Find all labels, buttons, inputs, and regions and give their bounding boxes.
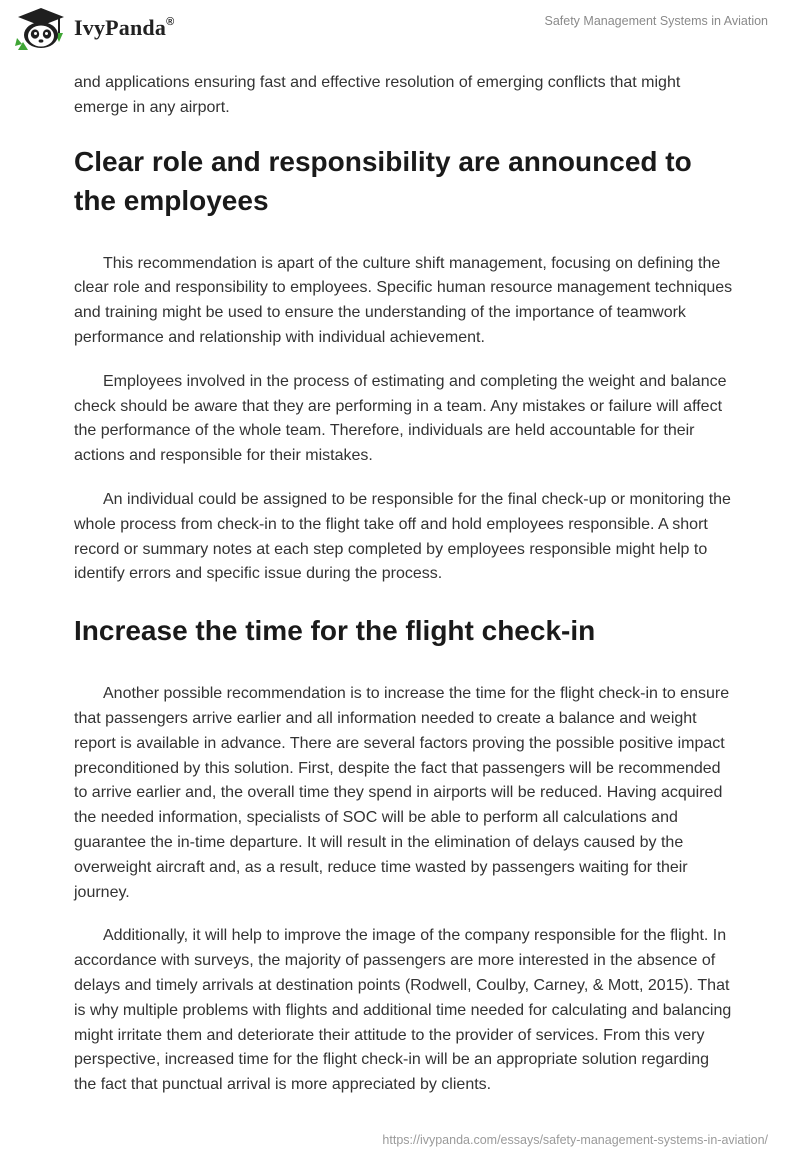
paragraph: This recommendation is apart of the culture shift management, focusing on defining the clear role and responsibility to employees. Specific human resource management techniques and training might be used to ensure the understanding of the importance of teamwork performance and relationship with individual achievement. [74, 254, 733, 346]
panda-logo-icon [14, 6, 68, 50]
registered-mark: ® [166, 15, 175, 28]
section-heading-roles: Clear role and responsibility are announced to the employees [74, 145, 692, 216]
paragraph: Employees involved in the process of estimating and completing the weight and balance check should be aware that they are performing in a team. Any mistakes or failure will affect the performance of the whole team. Therefore, individuals are held accountable for their actions and responsible for their mistakes. [74, 372, 727, 465]
paragraph: Another possible recommendation is to increase the time for the flight check-in to ensure that passengers arrive earlier and all information needed to create a balance and weight report is available in advance. There are several factors proving the possible positive impact preconditioned by this solution. First, despite the fact that passengers will be recommended to arrive earlier and, the overall time they spend in airports will be reduced. Having acquired the needed information, specialists of SOC will be able to perform all calculations and guarantee the in-time departure. It will result in the elimination of delays caused by the overweight aircraft and, as a result, reduce time wasted by passengers waiting for their journey. [74, 685, 730, 901]
brand-logo[interactable] [14, 6, 174, 50]
intro-paragraph: and applications ensuring fast and effective resolution of emerging conflicts that might emerge in any airport. [74, 74, 681, 116]
brand-name [74, 15, 174, 41]
article-body [74, 71, 734, 1098]
page-header [0, 0, 800, 70]
section-heading-checkin: Increase the time for the flight check-in [74, 615, 596, 647]
paragraph: An individual could be assigned to be responsible for the final check-up or monitoring the whole process from check-in to the flight take off and hold employees responsible. A short record or summary notes at each step completed by employees responsible might help to identify errors and specific issue during the process. [74, 490, 731, 583]
source-url[interactable]: https://ivypanda.com/essays/safety-management-systems-in-aviation/ [382, 1133, 768, 1147]
brand-name-text: IvyPanda [74, 15, 167, 40]
document-title: Safety Management Systems in Aviation [544, 14, 768, 28]
paragraph: Additionally, it will help to improve the image of the company responsible for the flight. In accordance with surveys, the majority of passengers are more interested in the absence of delays and timely arrivals at destination points (Rodwell, Coulby, Carney, & Mott, 2015). That is why multiple problems with flights and additional time needed for calculating and balancing might irritate them and deteriorate their attitude to the provider of services. From this very perspective, increased time for the flight check-in will be an appropriate solution regarding the fact that punctual arrival is more appreciated by clients. [74, 927, 732, 1094]
